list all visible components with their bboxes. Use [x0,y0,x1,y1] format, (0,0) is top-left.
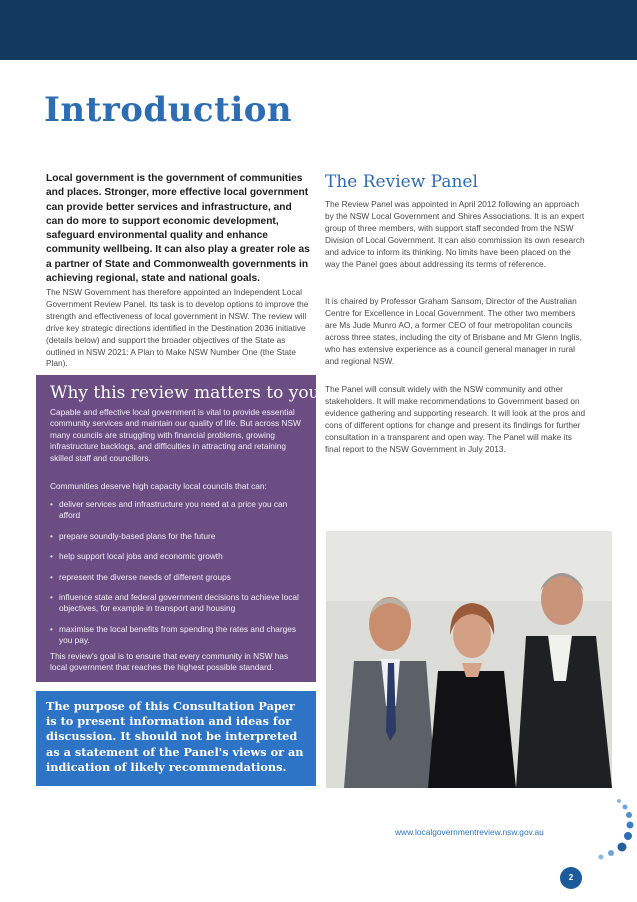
header-bar [0,0,637,60]
page-title: Introduction [44,90,293,130]
why-box-list-intro: Communities deserve high capacity local councils that can: [50,481,267,491]
lead-paragraph: Local government is the government of communities and places. Stronger, more effective local government can provide better services and infrastructure, and can do more to support economic development, safeguard environmental quality and enhance community wellbeing. It can also play a greater role as a partner of State and Commonwealth governments in achieving regional, state and national goals. [46,173,310,285]
review-panel-paragraph: The Panel will consult widely with the NSW community and other stakeholders. It will make recommendations to Government based on evidence gathering and supporting research. It will look at the pros and cons of different options for change and present its findings for further consultation in a transparent and open way. The Panel will make its final report to the NSW Government in July 2013. [325,384,586,454]
purpose-box [36,691,316,786]
purpose-text: The purpose of this Consultation Paper is to present information and ideas for discussion. It should not be interpreted as a statement of the Panel's views or an indication of likely recommendations. [46,699,304,774]
why-box-intro: Capable and effective local government is vital to provide essential community services and maintain our quality of life. But across NSW many councils are struggling with financial problems, growing infrastructure backlogs, and difficulties in attracting and retaining skilled staff and councillors. [50,407,301,463]
group-photo-illustration [326,531,612,788]
why-review-matters-box [36,375,320,682]
list-item: • represent the diverse needs of different groups [50,572,306,583]
panel-members-photo [326,531,612,788]
why-box-closing: This review's goal is to ensure that every community in NSW has local government that reaches the highest possible standard. [50,651,289,673]
list-item: • prepare soundly-based plans for the future [50,531,306,542]
list-item: • deliver services and infrastructure you need at a price you can afford [50,499,306,522]
why-box-list [50,499,306,656]
list-item: • help support local jobs and economic growth [50,551,306,562]
review-panel-paragraph: It is chaired by Professor Graham Sansom, Director of the Australian Centre for Excellence in Local Government. The other two members are Ms Jude Munro AO, a former CEO of four metropolitan councils across three states, including the city of Brisbane and Mr Glenn Inglis, who has extensive experience as a council general manager in rural and regional NSW. [325,296,582,366]
list-item: • influence state and federal government decisions to achieve local objectives, for example in transport and housing [50,592,306,615]
review-panel-paragraph: The Review Panel was appointed in April 2012 following an approach by the NSW Local Government and Shires Associations. It is an expert group of three members, with support staff seconded from the NSW Division of Local Government. It can also commission its own research and advice to inform its thinking. No limits have been placed on the way the Panel goes about addressing its terms of reference. [325,199,585,269]
footer-url[interactable]: www.localgovernmentreview.nsw.gov.au [395,827,544,837]
intro-paragraph: The NSW Government has therefore appointed an Independent Local Government Review Panel. Its task is to develop options to improve the strength and effectiveness of local government in NSW. The review will drive key strategic directions identified in the Destination 2036 initiative (details below) and support the broader objectives of the State as outlined in NSW 2021: A Plan to Make NSW Number One (the State Plan). [46,287,309,369]
page-number: 2 [560,867,582,889]
why-box-heading: Why this review matters to you [50,383,320,403]
review-panel-heading: The Review Panel [325,172,478,192]
list-item: • maximise the local benefits from spending the rates and charges you pay. [50,624,306,647]
decorative-dots-graphic [575,795,635,875]
